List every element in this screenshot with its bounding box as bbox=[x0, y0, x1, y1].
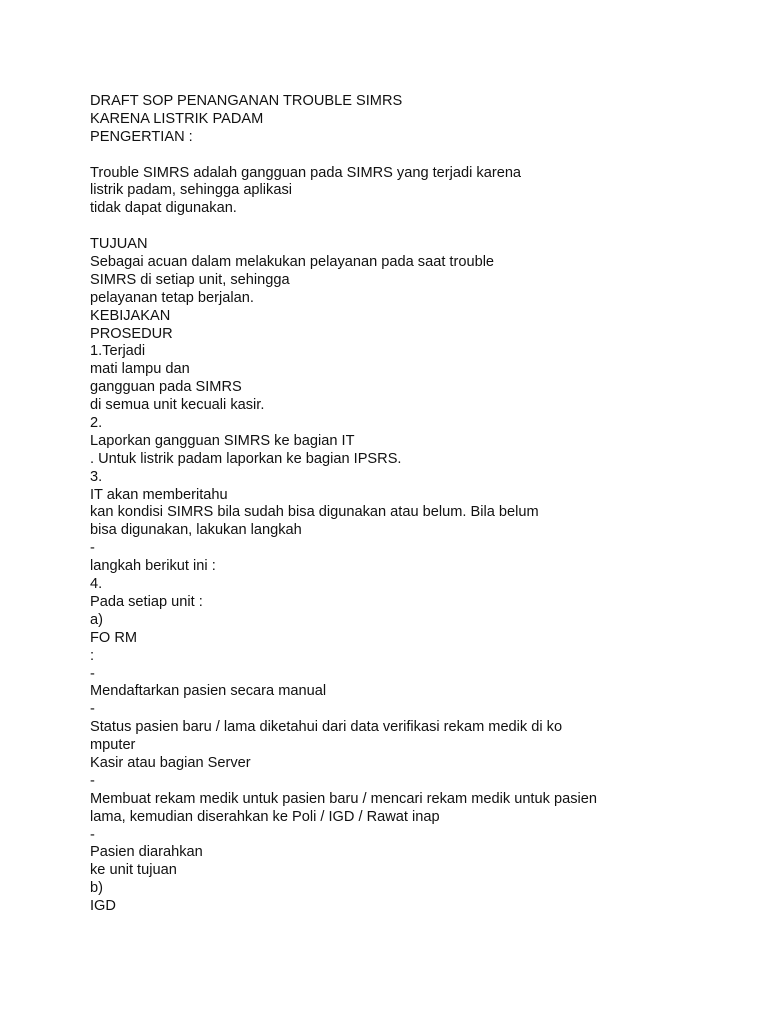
text-line: - bbox=[90, 826, 95, 843]
text-line: 1.Terjadi bbox=[90, 343, 146, 360]
text-line: Laporkan gangguan SIMRS ke bagian IT bbox=[90, 432, 355, 449]
section-heading: PENGERTIAN : bbox=[90, 128, 193, 145]
text-line: ke unit tujuan bbox=[90, 862, 177, 879]
text-line: Mendaftarkan pasien secara manual bbox=[90, 683, 327, 700]
blank-line bbox=[90, 147, 730, 165]
text-line: b) bbox=[90, 880, 103, 897]
text-line: di semua unit kecuali kasir. bbox=[90, 397, 265, 414]
text-line: SIMRS di setiap unit, sehingga bbox=[90, 271, 290, 288]
text-line: - bbox=[90, 665, 95, 682]
text-line: listrik padam, sehingga aplikasi bbox=[90, 182, 292, 199]
section-heading: PROSEDUR bbox=[90, 325, 173, 342]
text-line: Sebagai acuan dalam melakukan pelayanan pada saat trouble bbox=[90, 254, 495, 271]
text-line: - bbox=[90, 701, 95, 718]
text-line: . Untuk listrik padam laporkan ke bagian IPSRS. bbox=[90, 450, 402, 467]
document-body bbox=[90, 93, 730, 916]
text-line: IGD bbox=[90, 898, 116, 915]
text-line: : bbox=[90, 647, 95, 664]
text-line: - bbox=[90, 772, 95, 789]
text-line: mati lampu dan bbox=[90, 361, 190, 378]
text-line: 2. bbox=[90, 415, 103, 432]
blank-line bbox=[90, 218, 730, 236]
text-line: lama, kemudian diserahkan ke Poli / IGD / Rawat inap bbox=[90, 808, 440, 825]
text-line: kan kondisi SIMRS bila sudah bisa digunakan atau belum. Bila belum bbox=[90, 504, 539, 521]
text-line: pelayanan tetap berjalan. bbox=[90, 289, 254, 306]
text-line: Membuat rekam medik untuk pasien baru / mencari rekam medik untuk pasien bbox=[90, 790, 597, 807]
text-line: Trouble SIMRS adalah gangguan pada SIMRS yang terjadi karena bbox=[90, 164, 522, 181]
text-line: 3. bbox=[90, 468, 103, 485]
text-line: Status pasien baru / lama diketahui dari data verifikasi rekam medik di ko bbox=[90, 719, 563, 736]
section-heading: TUJUAN bbox=[90, 236, 148, 253]
section-heading: KEBIJAKAN bbox=[90, 307, 171, 324]
doc-title-line: DRAFT SOP PENANGANAN TROUBLE SIMRS bbox=[90, 93, 403, 109]
doc-title-line: KARENA LISTRIK PADAM bbox=[90, 110, 264, 127]
text-line: langkah berikut ini : bbox=[90, 558, 216, 575]
text-line: IT akan memberitahu bbox=[90, 486, 228, 503]
text-line: gangguan pada SIMRS bbox=[90, 379, 242, 396]
text-line: mputer bbox=[90, 737, 136, 754]
text-line: - bbox=[90, 540, 95, 557]
text-line: 4. bbox=[90, 576, 103, 593]
text-line: FO RM bbox=[90, 629, 138, 646]
text-line: Pada setiap unit : bbox=[90, 593, 203, 610]
text-line: a) bbox=[90, 611, 103, 628]
text-line: Pasien diarahkan bbox=[90, 844, 203, 861]
text-line: bisa digunakan, lakukan langkah bbox=[90, 522, 302, 539]
text-line: Kasir atau bagian Server bbox=[90, 754, 251, 771]
text-line: tidak dapat digunakan. bbox=[90, 200, 237, 217]
